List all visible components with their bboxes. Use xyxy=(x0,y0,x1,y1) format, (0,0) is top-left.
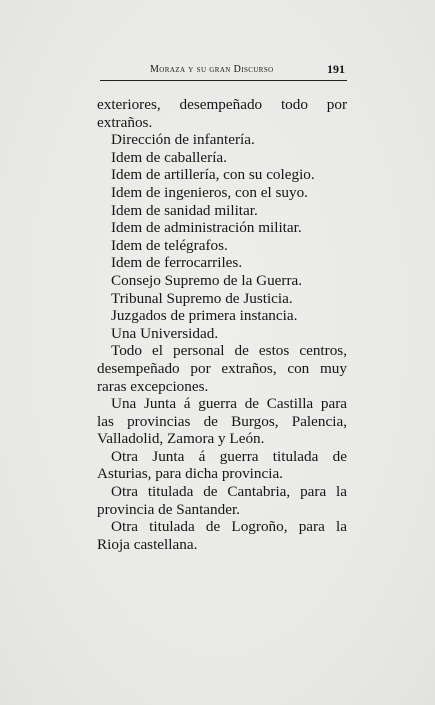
list-item: Idem de telégrafos. xyxy=(111,236,228,254)
body-text xyxy=(97,96,347,553)
paragraph-line: Otra Junta á guerra titulada de xyxy=(111,447,347,465)
list-item: Juzgados de primera instancia. xyxy=(111,307,298,325)
text-line: exteriores, desempeñado todo por xyxy=(97,96,347,113)
list-item: Idem de caballería. xyxy=(111,148,227,166)
paragraph-line: Rioja castellana. xyxy=(97,535,198,553)
list-item: Idem de administración militar. xyxy=(111,219,302,237)
paragraph-line: las provincias de Burgos, Palencia, xyxy=(97,412,347,430)
paragraph-line: Todo el personal de estos centros, xyxy=(111,342,347,360)
paragraph-line: provincia de Santander. xyxy=(97,500,240,518)
list-item: Idem de ingenieros, con el suyo. xyxy=(111,183,308,201)
paragraph-line: Una Junta á guerra de Castilla para xyxy=(111,395,347,413)
paragraph-line: Otra titulada de Logroño, para la xyxy=(111,518,347,536)
paragraph-line: Valladolid, Zamora y León. xyxy=(97,430,265,448)
paragraph-line: raras excepciones. xyxy=(97,377,209,395)
paragraph-line: Asturias, para dicha provincia. xyxy=(97,465,283,483)
list-item: Dirección de infantería. xyxy=(111,131,255,149)
page-number: 191 xyxy=(327,62,345,76)
list-item: Idem de sanidad militar. xyxy=(111,201,258,219)
running-title: Moraza y su gran Discurso xyxy=(150,64,274,75)
list-item: Idem de artillería, con su colegio. xyxy=(111,166,315,184)
list-item: Una Universidad. xyxy=(111,324,219,342)
list-item: Consejo Supremo de la Guerra. xyxy=(111,271,303,289)
list-item: Idem de ferrocarriles. xyxy=(111,254,243,272)
paragraph-line: Otra titulada de Cantabria, para la xyxy=(111,483,347,501)
list-item: Tribunal Supremo de Justicia. xyxy=(111,289,293,307)
paragraph-line: desempeñado por extraños, con muy xyxy=(97,359,347,377)
text-line: extraños. xyxy=(97,113,153,131)
page-header xyxy=(100,58,347,81)
